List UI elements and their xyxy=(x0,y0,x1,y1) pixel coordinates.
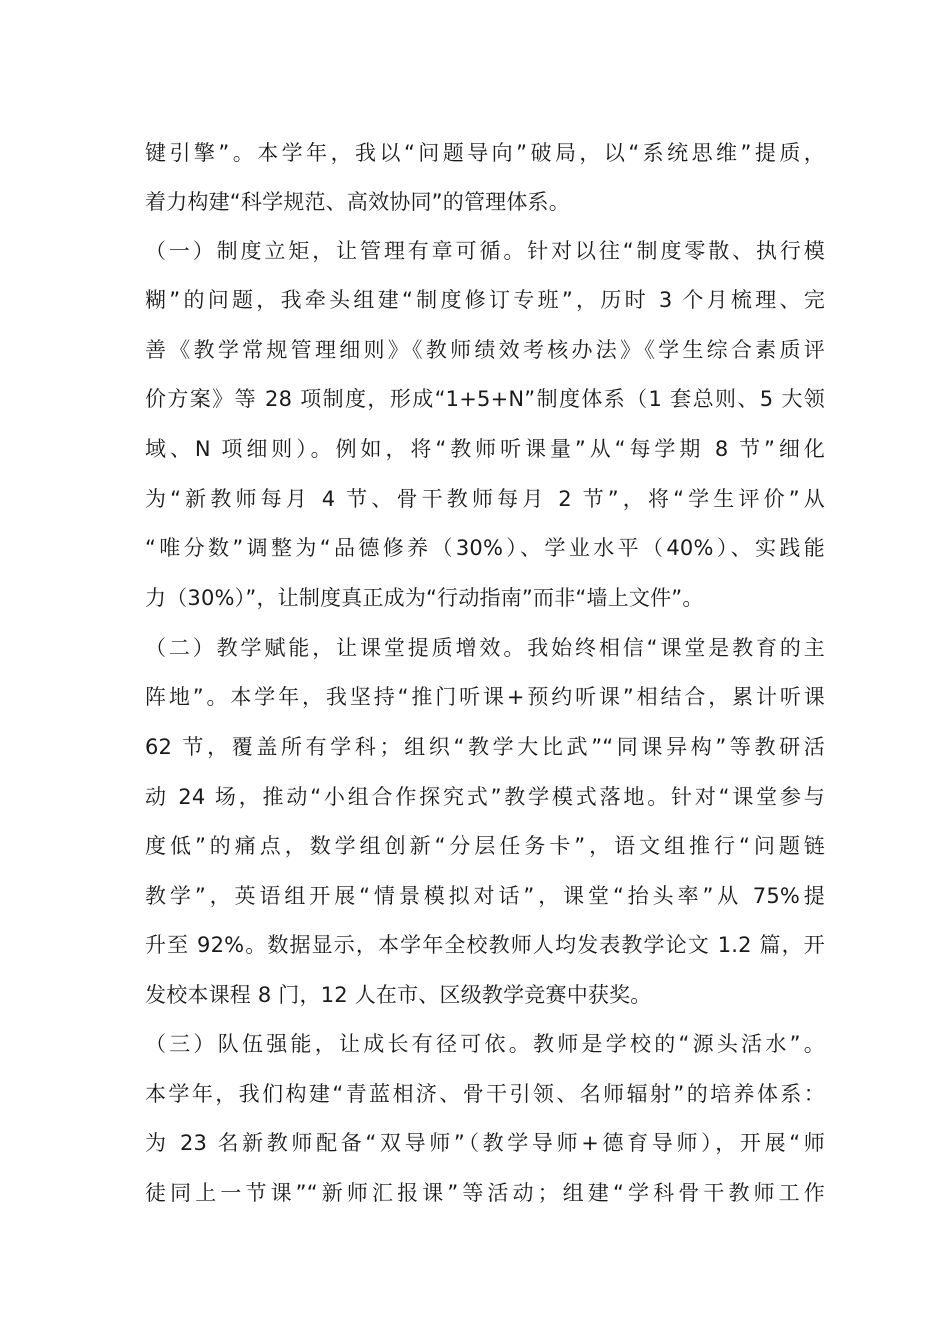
paragraph-line: 糊”的问题，我牵头组建“制度修订专班”，历时 3 个月梳理、完 xyxy=(145,288,825,312)
paragraph-line: 键引擎”。本学年，我以“问题导向”破局，以“系统思维”提质， xyxy=(145,141,825,165)
paragraph-line: 域、N 项细则）。例如，将“教师听课量”从“每学期 8 节”细化 xyxy=(145,437,825,461)
paragraph-line: 本学年，我们构建“青蓝相济、骨干引领、名师辐射”的培养体系： xyxy=(145,1082,825,1106)
paragraph-line: （三）队伍强能，让成长有径可依。教师是学校的“源头活水”。 xyxy=(145,1032,825,1056)
paragraph-line: 度低”的痛点，数学组创新“分层任务卡”，语文组推行“问题链 xyxy=(145,834,825,858)
paragraph-line: （二）教学赋能，让课堂提质增效。我始终相信“课堂是教育的主 xyxy=(145,636,825,660)
paragraph-line: 升至 92%。数据显示，本学年全校教师人均发表教学论文 1.2 篇，开 xyxy=(145,933,825,957)
paragraph-line: 教学”，英语组开展“情景模拟对话”，课堂“抬头率”从 75%提 xyxy=(145,884,825,908)
paragraph-line: 62 节，覆盖所有学科；组织“教学大比武”“同课异构”等教研活 xyxy=(145,735,825,759)
paragraph-line: 动 24 场，推动“小组合作探究式”教学模式落地。针对“课堂参与 xyxy=(145,785,825,809)
paragraph-line: 阵地”。本学年，我坚持“推门听课+预约听课”相结合，累计听课 xyxy=(145,685,825,709)
paragraph-line: （一）制度立矩，让管理有章可循。针对以往“制度零散、执行模 xyxy=(145,239,825,263)
paragraph-line: 力（30%）”，让制度真正成为“行动指南”而非“墙上文件”。 xyxy=(145,586,704,610)
paragraph-line: 善《教学常规管理细则》《教师绩效考核办法》《学生综合素质评 xyxy=(145,338,825,362)
paragraph-line: 发校本课程 8 门，12 人在市、区级教学竞赛中获奖。 xyxy=(145,983,652,1007)
paragraph-line: “唯分数”调整为“品德修养（30%）、学业水平（40%）、实践能 xyxy=(145,536,825,560)
paragraph-line: 着力构建“科学规范、高效协同”的管理体系。 xyxy=(145,190,570,214)
paragraph-line: 为 23 名新教师配备“双导师”（教学导师+德育导师），开展“师 xyxy=(145,1131,825,1155)
paragraph-line: 价方案》等 28 项制度，形成“1+5+N”制度体系（1 套总则、5 大领 xyxy=(145,387,825,411)
paragraph-line: 为“新教师每月 4 节、骨干教师每月 2 节”，将“学生评价”从 xyxy=(145,487,825,511)
paragraph-line: 徒同上一节课”“新师汇报课”等活动；组建“学科骨干教师工作 xyxy=(145,1181,825,1205)
